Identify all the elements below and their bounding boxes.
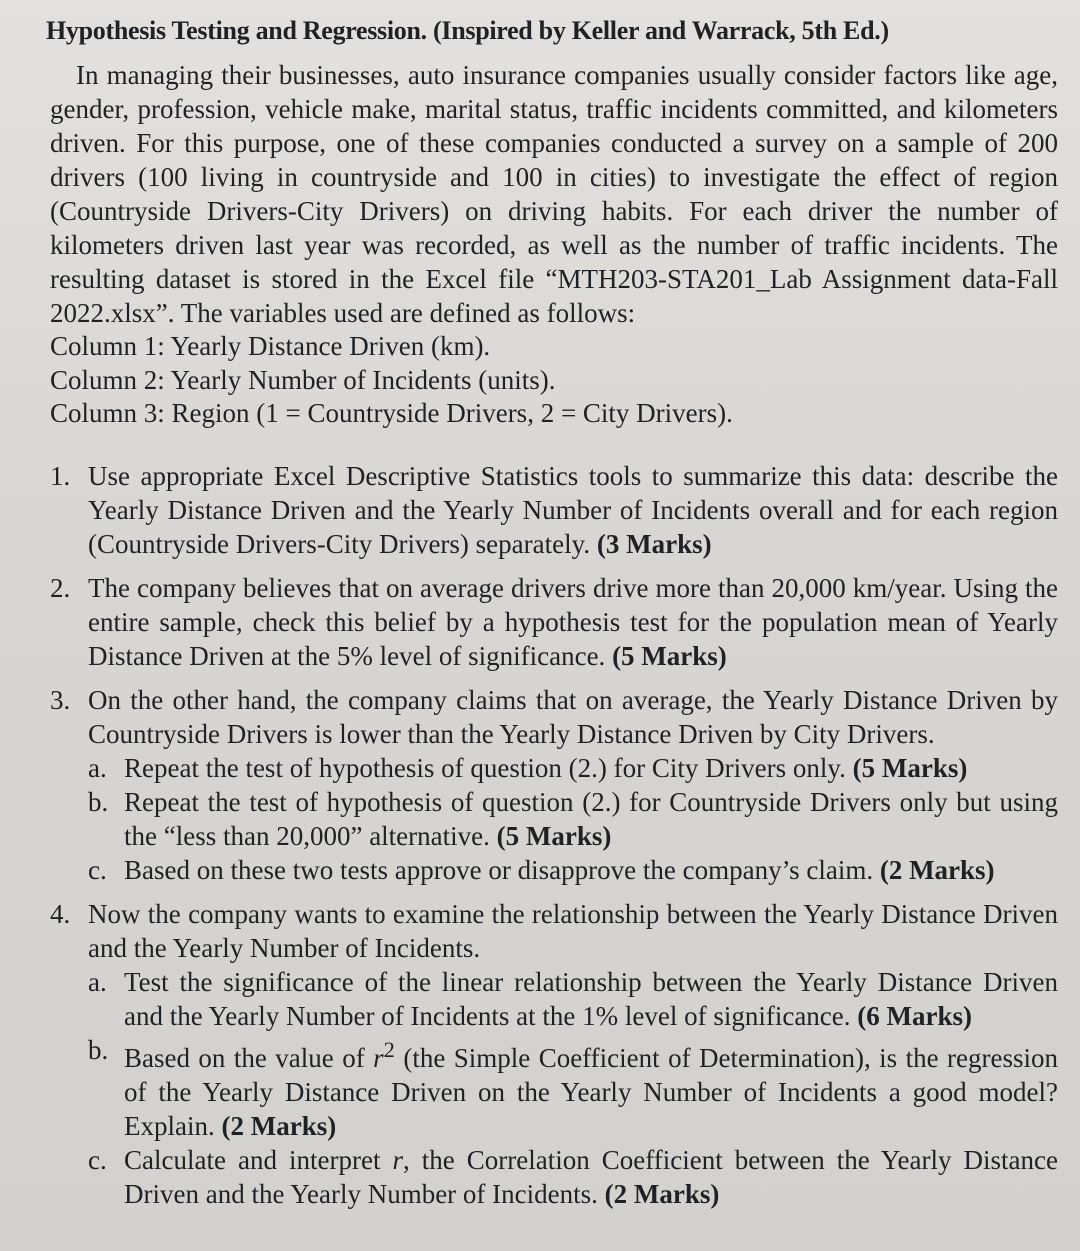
subquestion-letter: b.: [88, 1034, 109, 1065]
subquestion-text: Repeat the test of hypothesis of question (2.) for Countryside Drivers only but using the “less than 20,000” alternative.: [124, 786, 1058, 851]
column-3-definition: Column 3: Region (1 = Countryside Drivers, 2 = City Drivers).: [50, 398, 733, 428]
question-text: Now the company wants to examine the relationship between the Yearly Distance Driven and the Yearly Number of Incidents.: [88, 898, 1058, 963]
subquestion-list: [88, 965, 1058, 1211]
subquestion-marks: (2 Marks): [604, 1178, 720, 1209]
subquestion-letter: c.: [88, 854, 107, 885]
subquestion-text: Based on these two tests approve or disapprove the company’s claim.: [124, 854, 874, 885]
question-3: [46, 683, 1058, 887]
subquestion-3a: [88, 751, 1058, 785]
question-number: 2.: [50, 572, 71, 603]
r-variable: r: [392, 1144, 403, 1175]
question-number: 3.: [50, 684, 71, 715]
subquestion-text-after: (the Simple Coefficient of Determination), is the regression of the Yearly Distance Driven on the Yearly Number of Incidents a good model? Explain.: [124, 1042, 1058, 1141]
subquestion-3c: [88, 853, 1058, 887]
question-text: On the other hand, the company claims that on average, the Yearly Distance Driven by Countryside Drivers is lower than the Yearly Distance Driven by City Drivers.: [88, 684, 1058, 749]
subquestion-letter: a.: [88, 966, 107, 997]
column-1-definition: Column 1: Yearly Distance Driven (km).: [50, 331, 491, 361]
r-variable: r: [373, 1042, 384, 1073]
intro-paragraph: In managing their businesses, auto insurance companies usually consider factors like age, gender, profession, vehicle make, marital status, traffic incidents committed, and kilometers driven. For this purpose, one of these companies conducted a survey on a sample of 200 drivers (100 living in countryside and 100 in cities) to investigate the effect of region (Countryside Drivers-City Drivers) on driving habits. For each driver the number of kilometers driven last year was recorded, as well as the number of traffic incidents. The resulting dataset is stored in the Excel file “MTH203-STA201_Lab Assignment data-Fall 2022.xlsx”. The variables used are defined as follows:: [50, 60, 1058, 328]
question-text: The company believes that on average drivers drive more than 20,000 km/year. Using the entire sample, check this belief by a hypothesis test for the population mean of Yearly Distance Driven at the 5% level of significance.: [88, 572, 1058, 671]
question-4: [46, 897, 1058, 1211]
subquestion-4b: [88, 1033, 1058, 1143]
question-1: [46, 459, 1058, 561]
subquestion-text-before: Calculate and interpret: [124, 1144, 393, 1175]
column-definitions: [46, 330, 1058, 431]
column-2-definition: Column 2: Yearly Number of Incidents (units).: [50, 364, 556, 395]
question-number: 1.: [50, 460, 71, 491]
question-number: 4.: [50, 898, 71, 929]
subquestion-3b: [88, 785, 1058, 853]
subquestion-4c: [88, 1143, 1058, 1211]
subquestion-marks: (6 Marks): [857, 1000, 973, 1031]
subquestion-marks: (2 Marks): [879, 854, 995, 885]
subquestion-text-after: , the Correlation Coefficient between the Yearly Distance Driven and the Yearly Number of Incidents.: [124, 1144, 1059, 1209]
question-marks: (3 Marks): [596, 528, 712, 559]
subquestion-letter: c.: [88, 1144, 107, 1175]
question-text: Use appropriate Excel Descriptive Statistics tools to summarize this data: describe the Yearly Distance Driven and the Yearly Number of Incidents overall and for each region (Countryside Drivers-City Drivers) separately.: [88, 460, 1058, 559]
subquestion-4a: [88, 965, 1058, 1033]
question-2: [46, 571, 1058, 673]
r-squared-exponent: 2: [383, 1036, 395, 1062]
subquestion-text: Repeat the test of hypothesis of question (2.) for City Drivers only.: [124, 752, 846, 783]
subquestion-marks: (5 Marks): [496, 820, 612, 851]
subquestion-letter: a.: [88, 752, 107, 783]
subquestion-text-before: Based on the value of: [124, 1042, 374, 1073]
question-list: [46, 459, 1058, 1211]
subquestion-text: Test the significance of the linear relationship between the Yearly Distance Driven and the Yearly Number of Incidents at the 1% level of significance.: [124, 966, 1058, 1031]
subquestion-list: [88, 751, 1058, 887]
subquestion-marks: (2 Marks): [221, 1110, 337, 1141]
document-title: Hypothesis Testing and Regression. (Inspired by Keller and Warrack, 5th Ed.): [46, 16, 889, 45]
subquestion-marks: (5 Marks): [852, 752, 968, 783]
question-marks: (5 Marks): [612, 640, 727, 671]
subquestion-letter: b.: [88, 786, 109, 817]
